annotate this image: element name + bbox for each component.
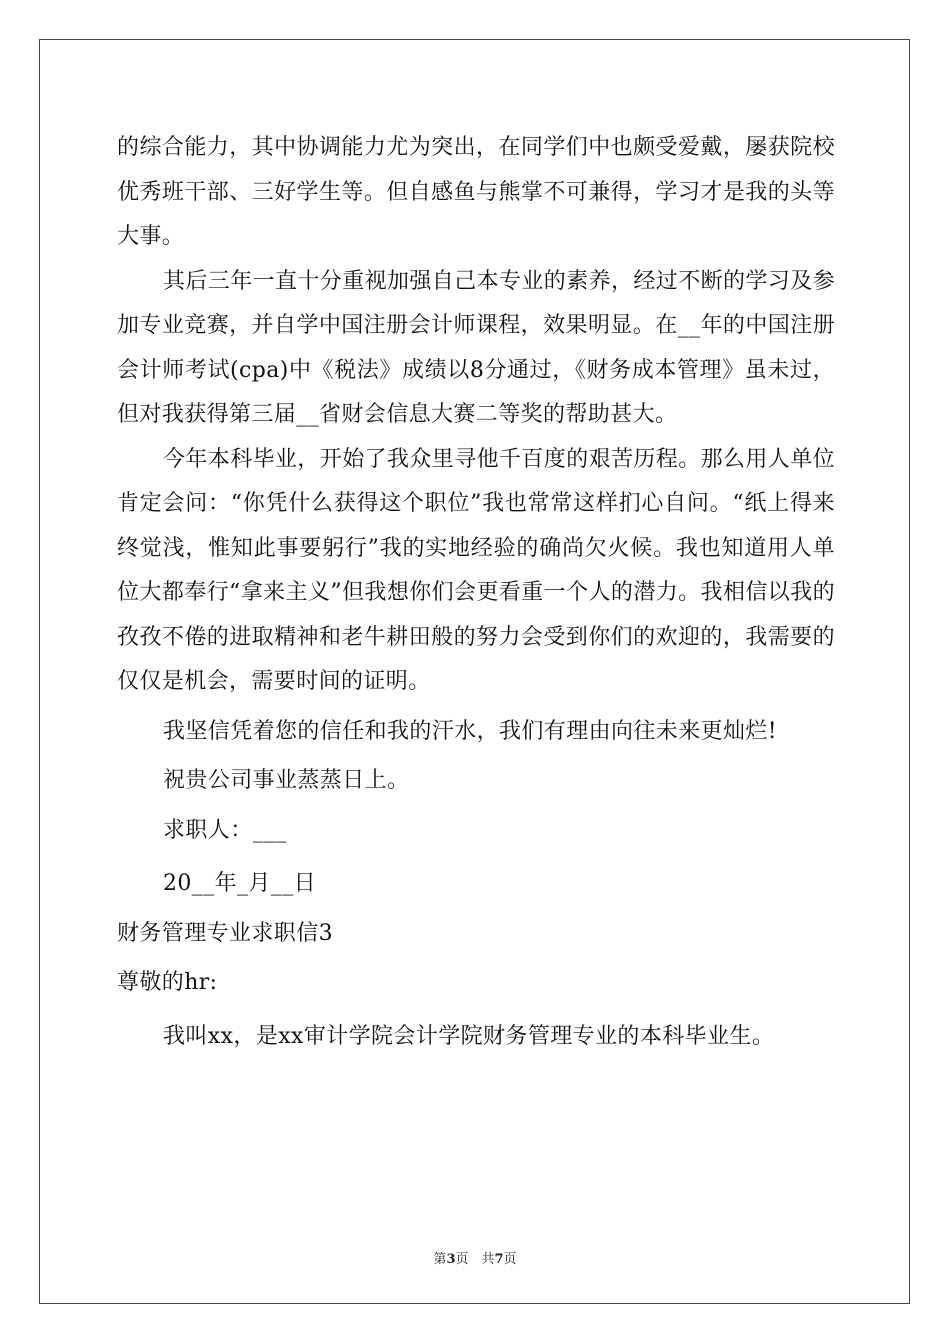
footer-suffix: 页: [503, 1252, 517, 1267]
footer-middle: 页 共: [455, 1252, 495, 1267]
letter-date: 20__年_月__日: [163, 871, 316, 896]
salutation: 尊敬的hr:: [117, 970, 218, 995]
paragraph-graduation: 今年本科毕业，开始了我众里寻他千百度的艰苦历程。那么用人单位肯定会问：“你凭什么获得这个职位”我也常常这样扪心自问。“纸上得来终觉浅，惟知此事要躬行”我的实地经验的确尚欠火候。我也知道用人单位大都奉行“拿来主义”但我想你们会更看重一个人的潜力。我相信以我的孜孜不倦的进取精神和老牛耕田般的努力会受到你们的欢迎的，我需要的仅仅是机会，需要时间的证明。: [117, 446, 836, 694]
paragraph-confidence: 我坚信凭着您的信任和我的汗水，我们有理由向往未来更灿烂!: [163, 718, 778, 744]
current-page-number: 3: [446, 1252, 456, 1267]
closing-wish: 祝贵公司事业蒸蒸日上。: [163, 768, 410, 793]
section-title: 财务管理专业求职信3: [117, 920, 333, 946]
total-page-number: 7: [494, 1252, 504, 1267]
page-footer: [0, 1248, 950, 1267]
applicant-signature: 求职人：___: [163, 817, 287, 843]
letter-body: [117, 126, 835, 1059]
paragraph-study-cpa: 其后三年一直十分重视加强自己本专业的素养，经过不断的学习及参加专业竞赛，并自学中国注册会计师课程，效果明显。在__年的中国注册会计师考试(cpa)中《税法》成绩以8分通过，《财务成本管理》虽未过，但对我获得第三届__省财会信息大赛二等奖的帮助甚大。: [117, 268, 836, 427]
footer-prefix: 第: [433, 1252, 447, 1267]
paragraph-continuation: 的综合能力，其中协调能力尤为突出，在同学们中也颇受爱戴，屡获院校优秀班干部、三好学生等。但自感鱼与熊掌不可兼得，学习才是我的头等大事。: [117, 135, 835, 249]
intro-paragraph: 我叫xx，是xx审计学院会计学院财务管理专业的本科毕业生。: [163, 1023, 775, 1049]
